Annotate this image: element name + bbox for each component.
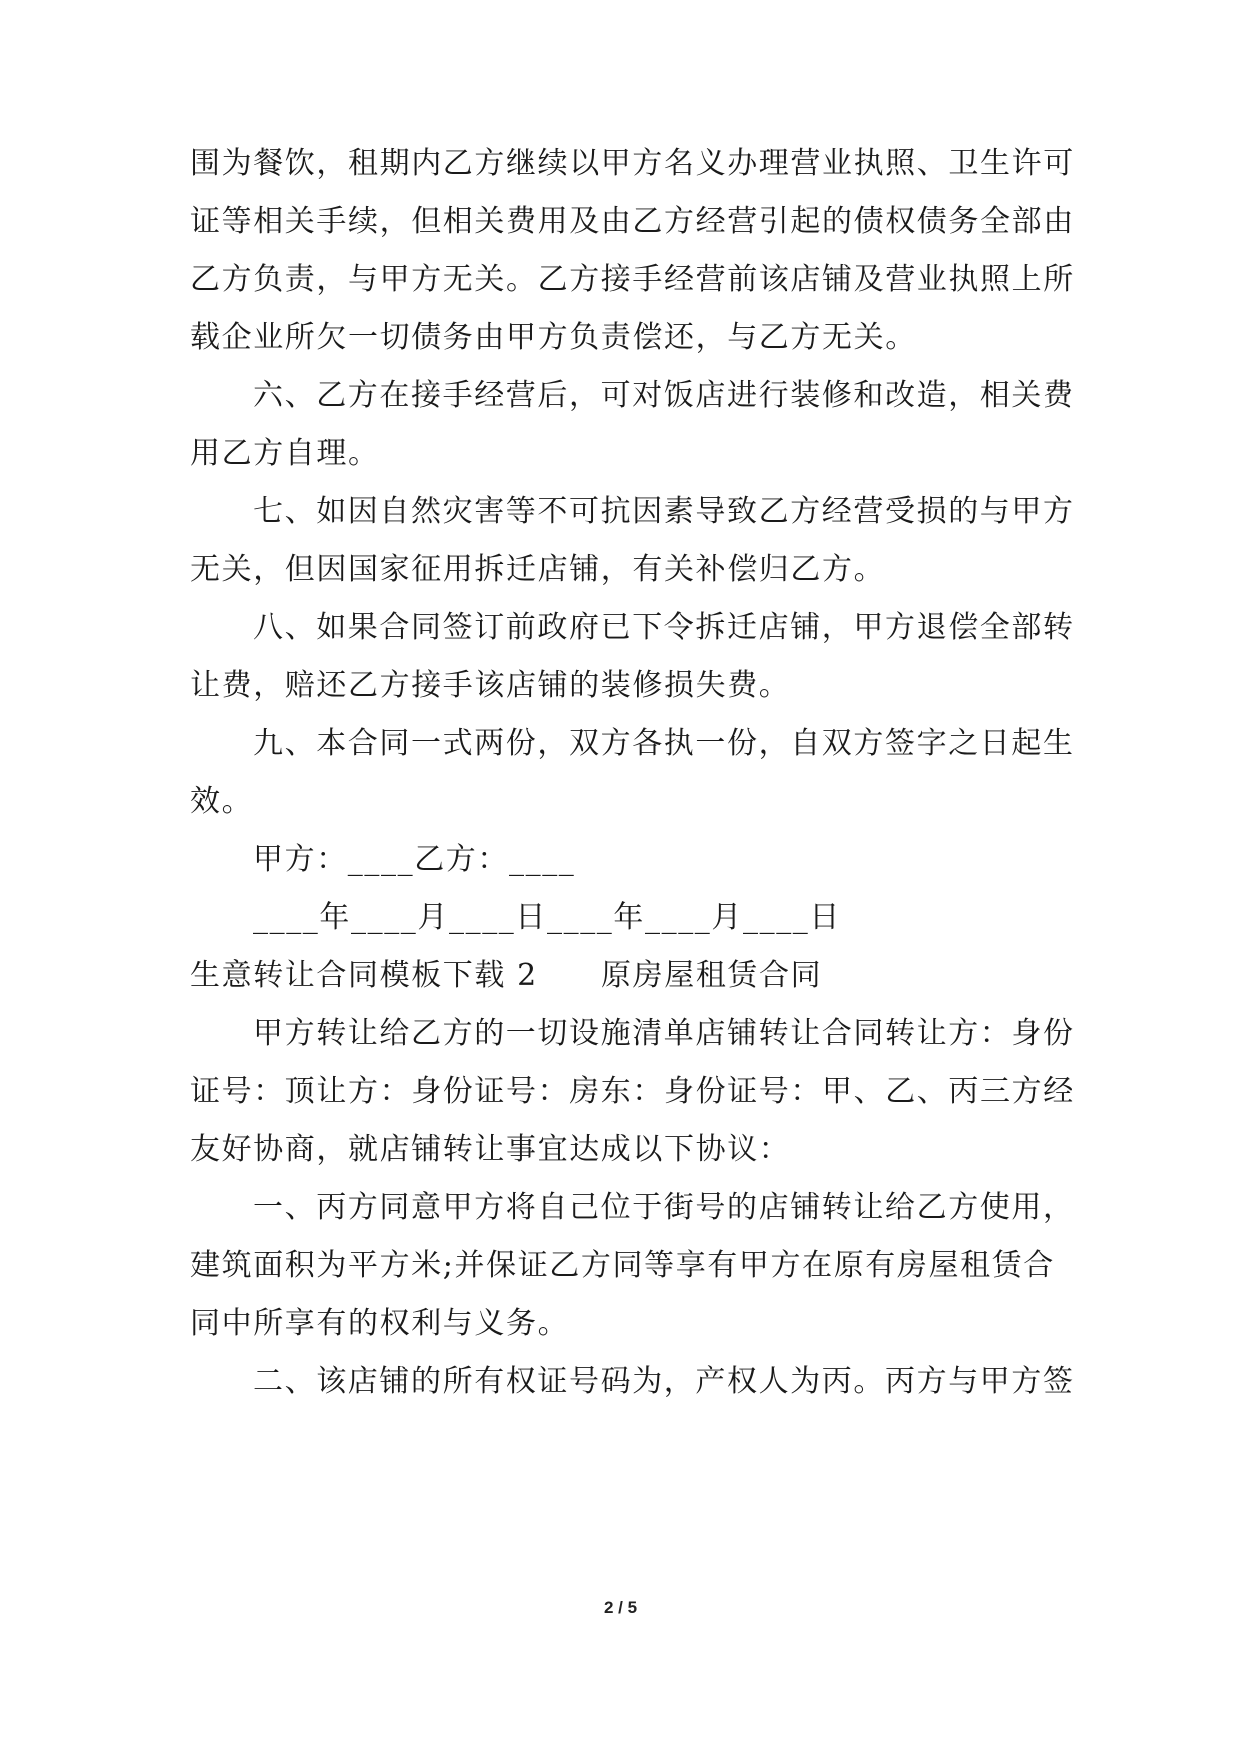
text-line: 乙方负责，与甲方无关。乙方接手经营前该店铺及营业执照上所 <box>190 262 1075 297</box>
text-line: 用乙方自理。 <box>190 436 380 471</box>
text-line: 效。 <box>190 784 254 819</box>
clause-1-line: 一、丙方同意甲方将自己位于街号的店铺转让给乙方使用， <box>253 1190 1075 1225</box>
page-number: 2 / 5 <box>603 1598 638 1617</box>
text-line: 建筑面积为平方米;并保证乙方同等享有甲方在原有房屋租赁合 <box>190 1248 1055 1283</box>
text-line: 载企业所欠一切债务由甲方负责偿还，与乙方无关。 <box>190 320 917 355</box>
text-line: 甲方转让给乙方的一切设施清单店铺转让合同转让方：身份 <box>253 1016 1075 1051</box>
section-heading: 生意转让合同模板下载 2 原房屋租赁合同 <box>190 958 823 993</box>
text-line: 围为餐饮，租期内乙方继续以甲方名义办理营业执照、卫生许可 <box>190 146 1075 181</box>
signature-line: 甲方：____乙方：____ <box>253 842 576 877</box>
text-line: 让费，赔还乙方接手该店铺的装修损失费。 <box>190 668 791 703</box>
clause-7-line: 七、如因自然灾害等不可抗因素导致乙方经营受损的与甲方 <box>253 494 1075 529</box>
clause-6-line: 六、乙方在接手经营后，可对饭店进行装修和改造，相关费 <box>253 378 1075 413</box>
text-line: 证号：顶让方：身份证号：房东：身份证号：甲、乙、丙三方经 <box>190 1074 1075 1109</box>
text-line: 友好协商，就店铺转让事宜达成以下协议： <box>190 1132 791 1167</box>
text-line: 无关，但因国家征用拆迁店铺，有关补偿归乙方。 <box>190 552 886 587</box>
text-line: 同中所享有的权利与义务。 <box>190 1306 570 1341</box>
text-line: 证等相关手续，但相关费用及由乙方经营引起的债权债务全部由 <box>190 204 1075 239</box>
date-line: ____年____月____日____年____月____日 <box>253 900 841 935</box>
clause-2-line: 二、该店铺的所有权证号码为，产权人为丙。丙方与甲方签 <box>253 1364 1075 1399</box>
clause-9-line: 九、本合同一式两份，双方各执一份，自双方签字之日起生 <box>253 726 1075 761</box>
clause-8-line: 八、如果合同签订前政府已下令拆迁店铺，甲方退偿全部转 <box>253 610 1075 645</box>
